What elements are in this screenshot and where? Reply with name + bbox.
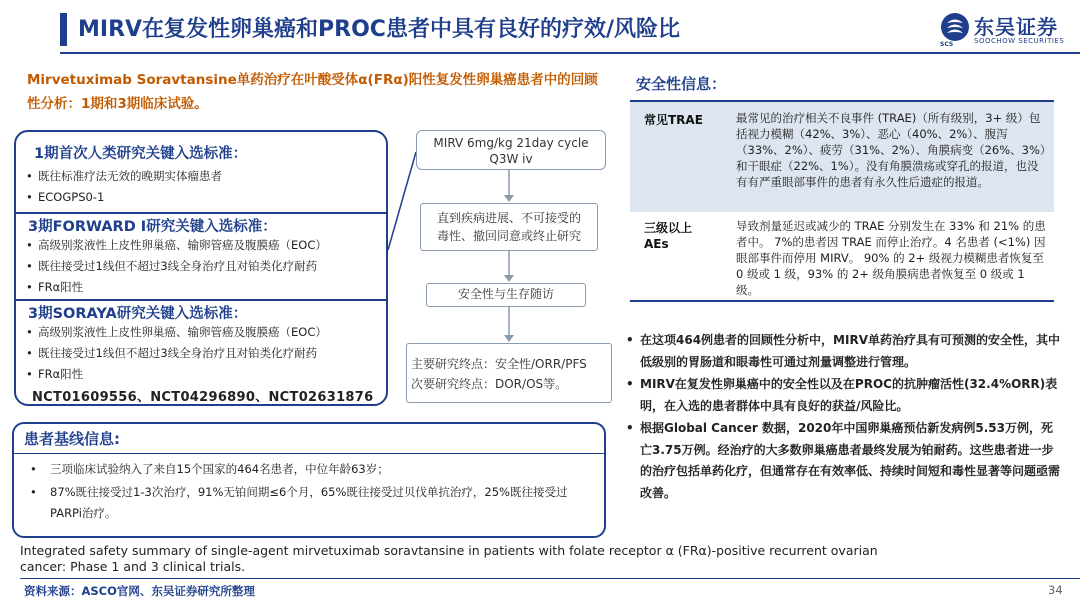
safety-table-bottom-rule xyxy=(630,300,1054,302)
grade3-aes-label-line1: 三级以上 xyxy=(644,221,693,235)
dosing-regimen: MIRV 6mg/kg 21day cycle xyxy=(433,136,589,150)
figure-caption: Integrated safety summary of single-agent mirvetuximab soravtansine in patients with folate receptor α (FRα)-positive recurrent ovarian cancer: Phase 1 and 3 clinical trials. xyxy=(20,543,878,574)
soraya-criteria-list xyxy=(26,322,327,385)
grade3-aes-label-line2: AEs xyxy=(644,237,669,251)
primary-endpoint: 主要研究终点：安全性/ORR/PFS xyxy=(411,357,587,371)
logo-chinese-name: 东吴证券 xyxy=(974,15,1058,39)
safety-heading: 安全性信息： xyxy=(636,75,727,93)
page-number: 34 xyxy=(1048,583,1063,597)
soochow-logo-icon xyxy=(940,12,970,42)
flow-arrow-down-icon xyxy=(503,170,515,203)
list-item: • ECOGPS0-1 xyxy=(26,187,222,208)
list-item: • MIRV在复发性卵巢癌中的安全性以及在PROC的抗肿瘤活性(32.4%ORR)表明，在入选的患者群体中具有良好的获益/风险比。 xyxy=(626,374,1062,417)
phase1-criteria-list xyxy=(26,166,222,208)
flow-arrow-down-icon xyxy=(503,251,515,283)
dosing-frequency: Q3W iv xyxy=(489,152,533,166)
key-findings-list xyxy=(626,330,1062,505)
forward-criteria-list xyxy=(26,235,327,298)
list-item: • FRα阳性 xyxy=(26,277,327,298)
treatment-stop-line1: 直到疾病进展、不可接受的 xyxy=(436,211,581,225)
trial-registration-numbers: NCT01609556、NCT04296890、NCT02631876 xyxy=(32,390,374,405)
list-item: • 在这项464例患者的回顾性分析中，MIRV单药治疗具有可预测的安全性，其中低级别的胃肠道和眼毒性可通过剂量调整进行管理。 xyxy=(626,330,1062,373)
page-title: MIRV在复发性卵巢癌和PROC患者中具有良好的疗效/风险比 xyxy=(78,17,680,42)
flow-arrow-down-icon xyxy=(503,307,515,343)
study-subtitle: Mirvetuximab Soravtansine单药治疗在叶酸受体α(FRα)阳性复发性卵巢癌患者中的回顾性分析：1期和3期临床试验。 xyxy=(27,72,598,112)
followup-box: 安全性与生存随访 xyxy=(426,283,586,307)
header-divider xyxy=(60,52,1080,54)
list-item: • FRα阳性 xyxy=(26,364,327,385)
criteria-divider xyxy=(14,299,388,301)
list-item: • 既往接受过1线但不超过3线全身治疗且对铂类化疗耐药 xyxy=(26,343,327,364)
common-trae-label: 常见TRAE xyxy=(644,113,703,127)
treatment-stop-line2: 毒性、撤回同意或终止研究 xyxy=(436,229,581,243)
baseline-list xyxy=(30,459,596,526)
soraya-criteria-heading: 3期SORAYA研究关键入选标准： xyxy=(28,306,248,322)
list-item: • 高级别浆液性上皮性卵巢癌、输卵管癌及腹膜癌（EOC） xyxy=(26,235,327,256)
phase1-criteria-heading: 1期首次人类研究关键入选标准： xyxy=(34,146,248,162)
company-logo xyxy=(940,10,1080,48)
treatment-duration-box xyxy=(420,203,598,251)
logo-mark-text: SCS xyxy=(940,41,954,48)
criteria-to-flow-connector xyxy=(386,140,418,260)
baseline-heading: 患者基线信息: xyxy=(24,430,120,448)
list-item: • 87%既往接受过1-3次治疗，91%无铂间期≤6个月，65%既往接受过贝伐单抗治疗，25%既往接受过PARPi治疗。 xyxy=(30,482,596,524)
title-accent-bar xyxy=(60,13,67,46)
safety-table-top-rule xyxy=(630,100,1054,102)
list-item: • 既往接受过1线但不超过3线全身治疗且对铂类化疗耐药 xyxy=(26,256,327,277)
grade3-aes-text: 导致剂量延迟或减少的 TRAE 分别发生在 33% 和 21% 的患者中。 7%的患者因 TRAE 而停止治疗。4 名患者 (<1%) 因眼部事件而停用 MIRV。 90% 的 2+ 级视力模糊患者恢复至 0 级或 1 级，93% 的 2+ 级角膜病患者恢复至 0 级或 1 级。 xyxy=(736,219,1046,297)
secondary-endpoint: 次要研究终点：DOR/OS等。 xyxy=(411,377,568,391)
common-trae-text: 最常见的治疗相关不良事件 (TRAE)（所有级别，3+ 级）包括视力模糊（42%、3%）、恶心（40%、2%）、腹泻（33%、2%）、疲劳（31%、2%）、角膜病变（26%、3%）和干眼症（22%、1%）。没有角膜溃疡或穿孔的报道，也没有有严重眼部事件的患者有永久性后遗症的报道。 xyxy=(736,111,1046,189)
forward-criteria-heading: 3期FORWARD I研究关键入选标准： xyxy=(28,219,277,235)
dosing-box xyxy=(416,130,606,170)
criteria-divider xyxy=(14,212,388,214)
endpoints-box xyxy=(406,343,612,403)
list-item: • 三项临床试验纳入了来自15个国家的464名患者，中位年龄63岁； xyxy=(30,459,596,480)
list-item: • 既往标准疗法无效的晚期实体瘤患者 xyxy=(26,166,222,187)
list-item: • 高级别浆液性上皮性卵巢癌、输卵管癌及腹膜癌（EOC） xyxy=(26,322,327,343)
footer-divider xyxy=(20,578,1080,579)
baseline-divider xyxy=(12,453,606,454)
list-item: • 根据Global Cancer 数据，2020年中国卵巢癌预估新发病例5.53万例，死亡3.75万例。经治疗的大多数卵巢癌患者最终发展为铂耐药。这些患者进一步的治疗包括单药化疗，但通常存在有效率低、持续时间短和毒性显著等问题亟需改善。 xyxy=(626,418,1062,504)
data-source: 资料来源：ASCO官网、东吴证券研究所整理 xyxy=(24,584,255,598)
logo-english-name: SOOCHOW SECURITIES xyxy=(974,37,1065,45)
